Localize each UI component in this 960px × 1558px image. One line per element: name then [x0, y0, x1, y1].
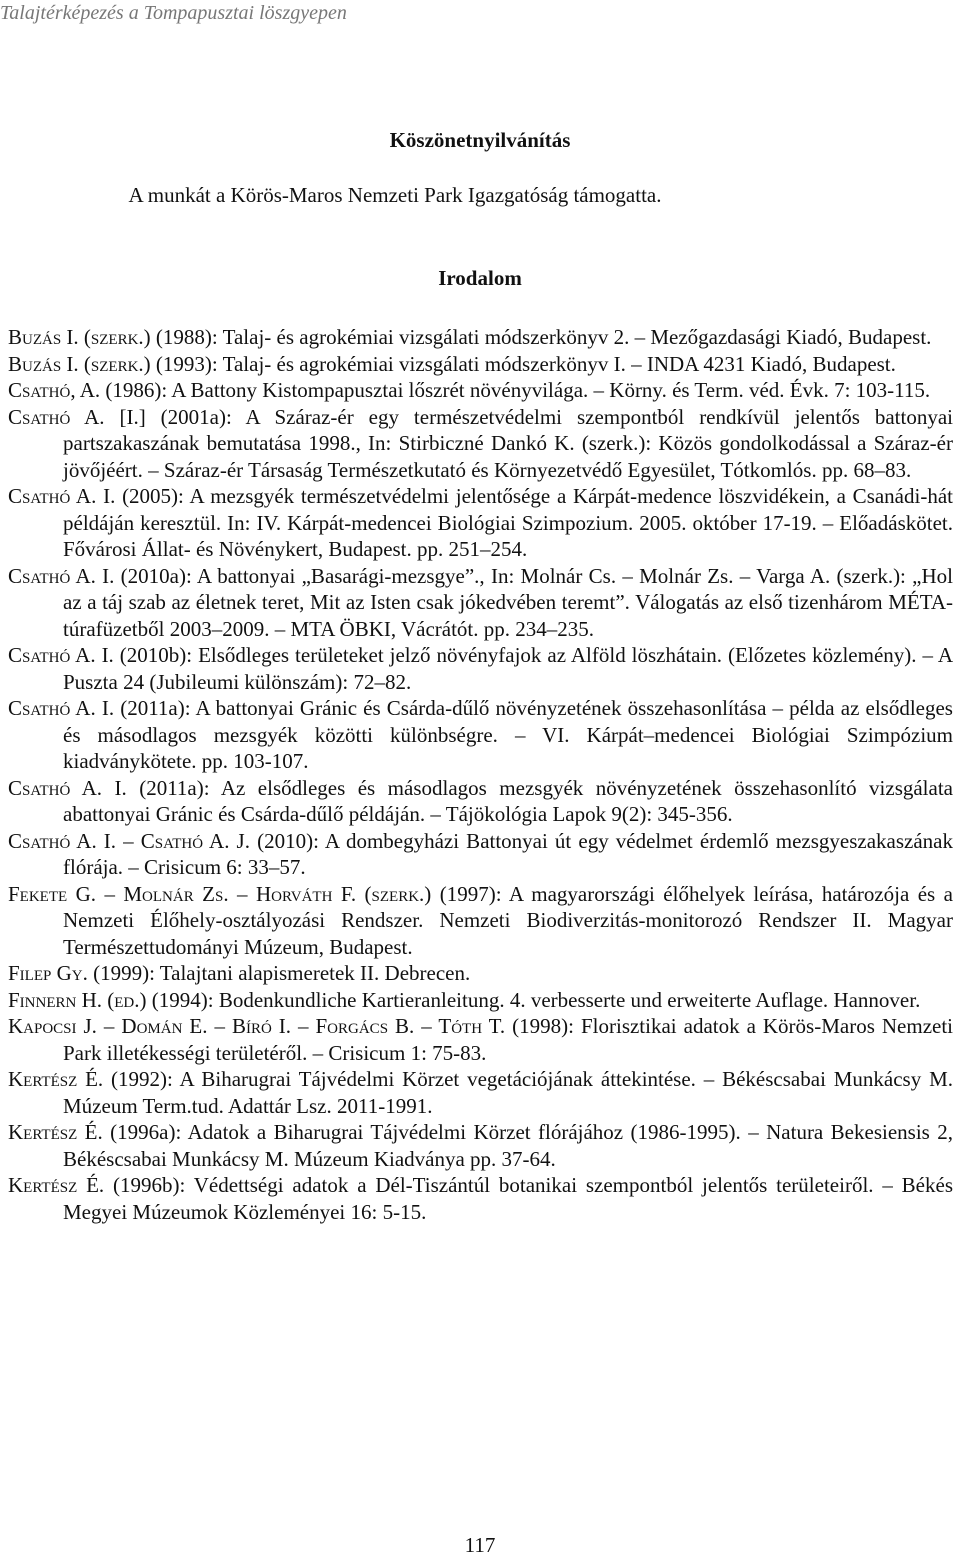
reference-text: (1998): Florisztikai adatok a Körös-Maros Nemzeti Park illetékességi területéről. – Crisicum 1: 75-83.	[63, 1014, 953, 1065]
reference-text: (2011a): Az elsődleges és másodlagos mezsgyék növényzetének összehasonlító vizsgálata abattonyai Gránic és Csárda-dűlő példáján. – Tájökológia Lapok 9(2): 345-356.	[63, 775, 953, 826]
reference-item	[8, 642, 953, 695]
reference-author: Csathó A. I. – Csathó A. J.	[8, 828, 250, 853]
reference-item	[8, 881, 953, 961]
reference-text: (1986): A Battony Kistompapusztai lőszrét növényvilága. – Körny. és Term. véd. Évk. 7: 103-115.	[100, 378, 931, 402]
reference-item	[8, 775, 953, 828]
reference-author: Csathó A. I.	[8, 775, 127, 800]
reference-item	[8, 324, 953, 351]
reference-text: (1997): A magyarországi élőhelyek leírása, határozója és a Nemzeti Élőhely-osztályozási Rendszer. Nemzeti Biodiverzitás-monitorozó Rendszer II. Magyar Természettudományi Múzeum, Budapest.	[63, 881, 953, 959]
reference-item	[8, 960, 953, 987]
reference-item	[8, 1066, 953, 1119]
reference-text: (2010b): Elsődleges területeket jelző növényfajok az Alföld löszhátain. (Előzetes közlemény). – A Puszta 24 (Jubileumi különszám): 72–82.	[63, 643, 953, 694]
reference-item	[8, 483, 953, 563]
reference-text: (2011a): A battonyai Gránic és Csárda-dűlő növényzetének összehasonlítása – példa az elsődleges és másodlagos mezsgyék közötti különbségre. – VI. Kárpát–medencei Biológiai Szimpózium kiadványkötete. pp. 103-107.	[63, 696, 953, 773]
reference-item	[8, 695, 953, 775]
reference-item	[8, 828, 953, 881]
reference-author: Kertész É.	[8, 1067, 104, 1091]
reference-author: Buzás I. (szerk.)	[8, 325, 151, 349]
reference-text: (1999): Talajtani alapismeretek II. Debrecen.	[87, 961, 471, 985]
running-head: Talajtérképezés a Tompapusztai löszgyepen	[0, 2, 347, 24]
page-number: 117	[464, 1533, 496, 1557]
reference-item	[8, 351, 953, 378]
reference-author: Csathó A. I.	[8, 696, 115, 720]
reference-author: Fekete G. – Molnár Zs. – Horváth F. (szerk.)	[8, 881, 432, 906]
reference-item	[8, 987, 953, 1014]
reference-text: (2010a): A battonyai „Basarági-mezsgye”., In: Molnár Cs. – Molnár Zs. – Varga A. (szerk.): „Hol az a táj szab az életnek teret, Mit az Isten csak jókedvében teremt”. Válogatás az első tizenhárom MÉTA-túrafüzetből 2003–2009. – MTA ÖBKI, Vácrátót. pp. 234–235.	[63, 563, 953, 641]
reference-item	[8, 1119, 953, 1172]
reference-author: Csathó A. [I.]	[8, 404, 146, 429]
reference-item	[8, 1172, 953, 1225]
reference-item	[8, 563, 953, 643]
reference-author: Csathó A. I.	[8, 563, 115, 588]
reference-text: (1996b): Védettségi adatok a Dél-Tiszántúl botanikai szempontból jelentős területeiről. – Békés Megyei Múzeumok Közleményei 16: 5-15.	[63, 1173, 954, 1224]
reference-text: (1993): Talaj- és agrokémiai vizsgálati módszerkönyv I. – INDA 4231 Kiadó, Budapest.	[150, 351, 896, 376]
acknowledgement-heading: Köszönetnyilvánítás	[389, 128, 571, 152]
reference-author: Filep Gy.	[8, 961, 88, 985]
reference-author: Kapocsi J. – Domán E. – Bíró I. – Forgács B. – Tóth T.	[8, 1014, 506, 1038]
reference-text: (2010): A dombegyházi Battonyai út egy védelmet érdemlő mezsgyeszakaszának flórája. – Crisicum 6: 33–57.	[63, 828, 954, 879]
acknowledgement-text: A munkát a Körös-Maros Nemzeti Park Igazgatóság támogatta.	[128, 183, 662, 207]
reference-text: (1988): Talaj- és agrokémiai vizsgálati módszerkönyv 2. – Mezőgazdasági Kiadó, Budapest.	[150, 325, 932, 349]
reference-author: Buzás I. (szerk.)	[8, 351, 151, 376]
reference-author: Kertész É.	[8, 1120, 103, 1144]
reference-author: Kertész É.	[8, 1173, 105, 1197]
reference-list	[8, 324, 953, 1225]
reference-text: (2001a): A Száraz-ér egy természetvédelmi szempontból rendkívül jelentős battonyai partszakaszának bemutatása 1998., In: Stirbiczné Dankó K. (szerk.): Közös gondolkodással a Száraz-ér jövőjéért. – Száraz-ér Társaság Természetkutató és Környezetvédő Egyesület, Tótkomlós. pp. 68–83.	[63, 404, 953, 482]
reference-item	[8, 377, 953, 404]
reference-item	[8, 404, 953, 484]
reference-author: Csathó A. I.	[8, 643, 114, 667]
reference-text: (1992): A Biharugrai Tájvédelmi Körzet vegetációjának áttekintése. – Békéscsabai Munkácsy M. Múzeum Term.tud. Adattár Lsz. 2011-1991.	[63, 1067, 953, 1118]
reference-text: (2005): A mezsgyék természetvédelmi jelentősége a Kárpát-medence löszvidékein, a Csanádi-hát példáján keresztül. In: IV. Kárpát-medencei Biológiai Szimpozium. 2005. október 17-19. – Előadáskötet. Fővárosi Állat- és Növénykert, Budapest. pp. 251–254.	[63, 484, 953, 561]
reference-item	[8, 1013, 953, 1066]
reference-author: Finnern H. (ed.)	[8, 987, 147, 1012]
references-heading: Irodalom	[438, 266, 522, 290]
reference-text: (1994): Bodenkundliche Kartieranleitung. 4. verbesserte und erweiterte Auflage. Hannover.	[146, 987, 921, 1012]
reference-text: (1996a): Adatok a Biharugrai Tájvédelmi Körzet flórájához (1986-1995). – Natura Bekesiensis 2, Békéscsabai Munkácsy M. Múzeum Kiadványa pp. 37-64.	[63, 1120, 953, 1171]
reference-author: Csathó, A.	[8, 378, 101, 402]
reference-author: Csathó A. I.	[8, 484, 116, 508]
